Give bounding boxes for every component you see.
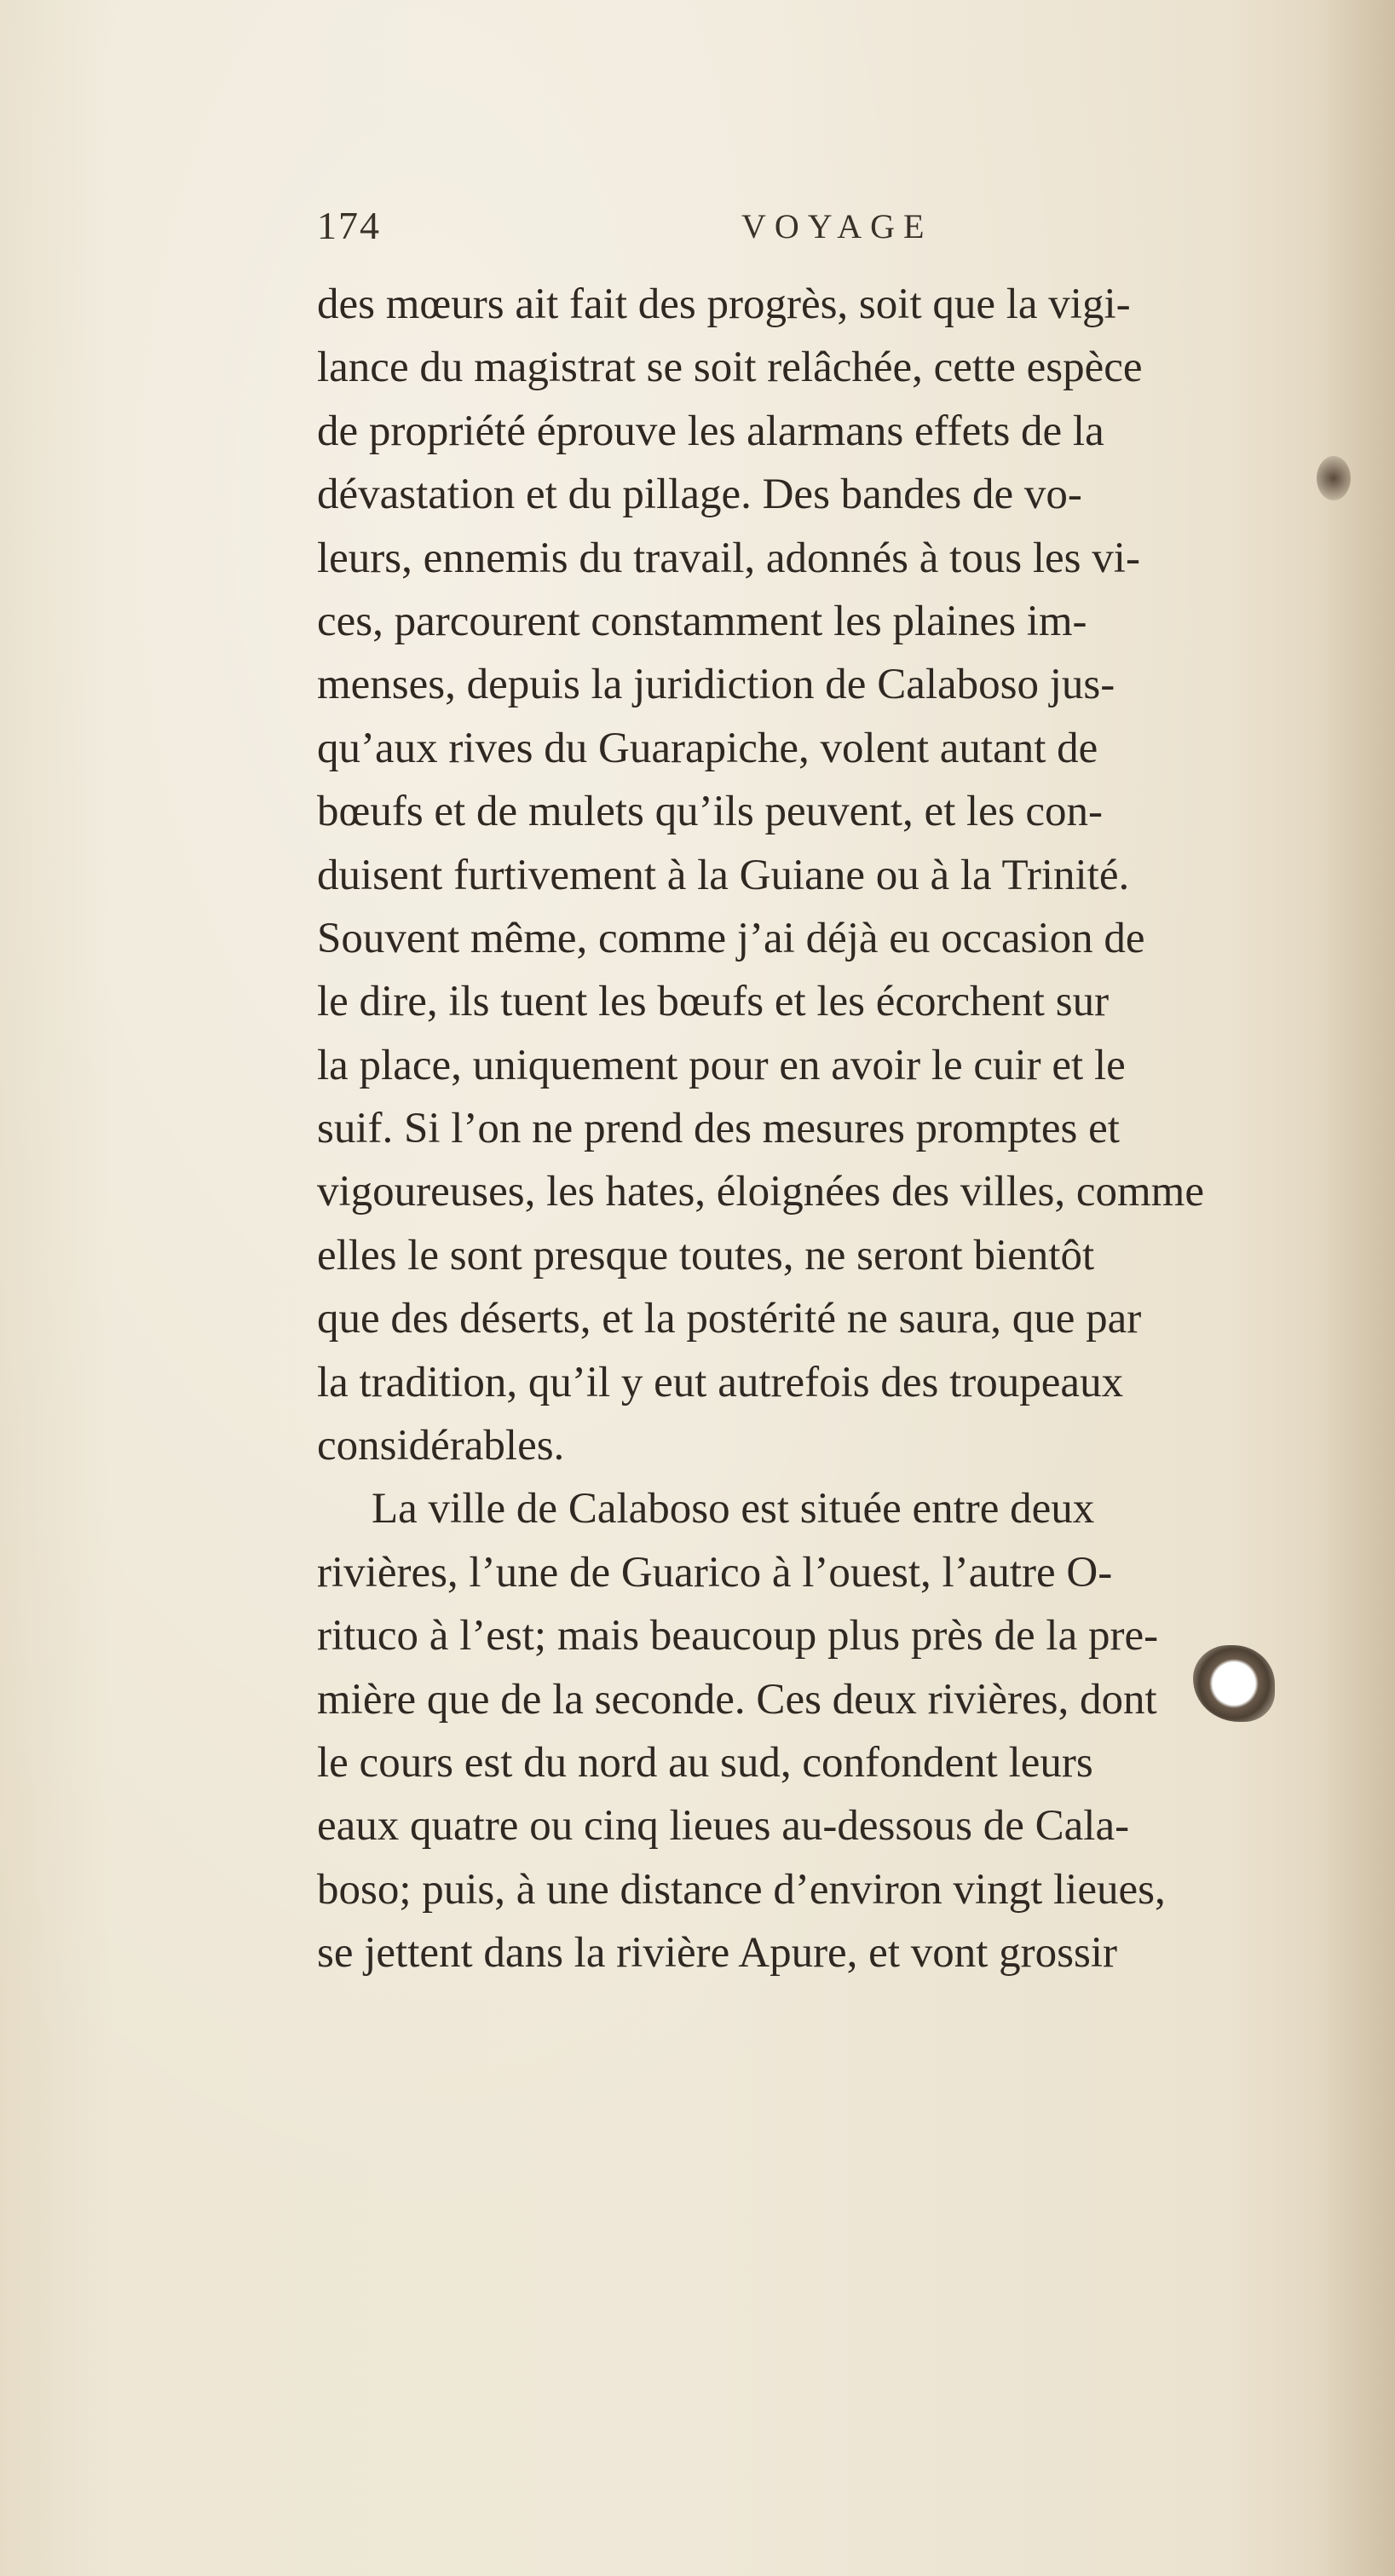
text-line: considérables. — [317, 1422, 565, 1470]
page-edge-shadow — [1318, 0, 1395, 2576]
page-number: 174 — [317, 204, 381, 247]
body-text — [317, 273, 1395, 1985]
text-line: bœufs et de mulets qu’ils peuvent, et les con- — [317, 788, 1104, 836]
text-line: rituco à l’est; mais beaucoup plus près de la pre- — [317, 1612, 1159, 1661]
text-line: duisent furtivement à la Guiane ou à la Trinité. — [317, 851, 1130, 899]
text-line: qu’aux rives du Guarapiche, volent autant de — [317, 724, 1098, 772]
text-line: elles le sont presque toutes, ne seront bientôt — [317, 1231, 1095, 1279]
text-line: le dire, ils tuent les bœufs et les écorchent sur — [317, 978, 1110, 1026]
text-line: lance du magistrat se soit relâchée, cette espèce — [317, 344, 1143, 392]
text-line: ces, parcourent constamment les plaines im- — [317, 597, 1087, 645]
text-line: leurs, ennemis du travail, adonnés à tous les vi- — [317, 534, 1140, 582]
paragraph-start-line: La ville de Calaboso est située entre deux — [372, 1485, 1095, 1533]
text-line: vigoureuses, les hates, éloignées des villes, comme — [317, 1168, 1204, 1216]
text-line: suif. Si l’on ne prend des mesures promptes et — [317, 1105, 1120, 1153]
text-line: Souvent même, comme j’ai déjà eu occasion de — [317, 914, 1145, 962]
text-line: la tradition, qu’il y eut autrefois des troupeaux — [317, 1358, 1124, 1406]
text-line: de propriété éprouve les alarmans effets de la — [317, 407, 1104, 455]
running-head: VOYAGE — [741, 207, 933, 245]
text-line: des mœurs ait fait des progrès, soit que la vigi- — [317, 280, 1131, 328]
text-line: mière que de la seconde. Ces deux rivières, dont — [317, 1675, 1157, 1724]
text-line: dévastation et du pillage. Des bandes de vo- — [317, 471, 1082, 519]
text-line: menses, depuis la juridiction de Calaboso jus- — [317, 661, 1115, 709]
text-line: que des déserts, et la postérité ne saura, que par — [317, 1295, 1142, 1343]
text-line: eaux quatre ou cinq lieues au-dessous de Cala- — [317, 1802, 1130, 1851]
text-line: la place, uniquement pour en avoir le cuir et le — [317, 1041, 1126, 1089]
text-line: le cours est du nord au sud, confondent leurs — [317, 1738, 1093, 1787]
text-line: rivières, l’une de Guarico à l’ouest, l’autre O- — [317, 1548, 1113, 1597]
text-line: se jettent dans la rivière Apure, et vont grossir — [317, 1929, 1117, 1978]
text-line: boso; puis, à une distance d’environ vingt lieues, — [317, 1865, 1166, 1914]
page-header — [317, 203, 1271, 263]
